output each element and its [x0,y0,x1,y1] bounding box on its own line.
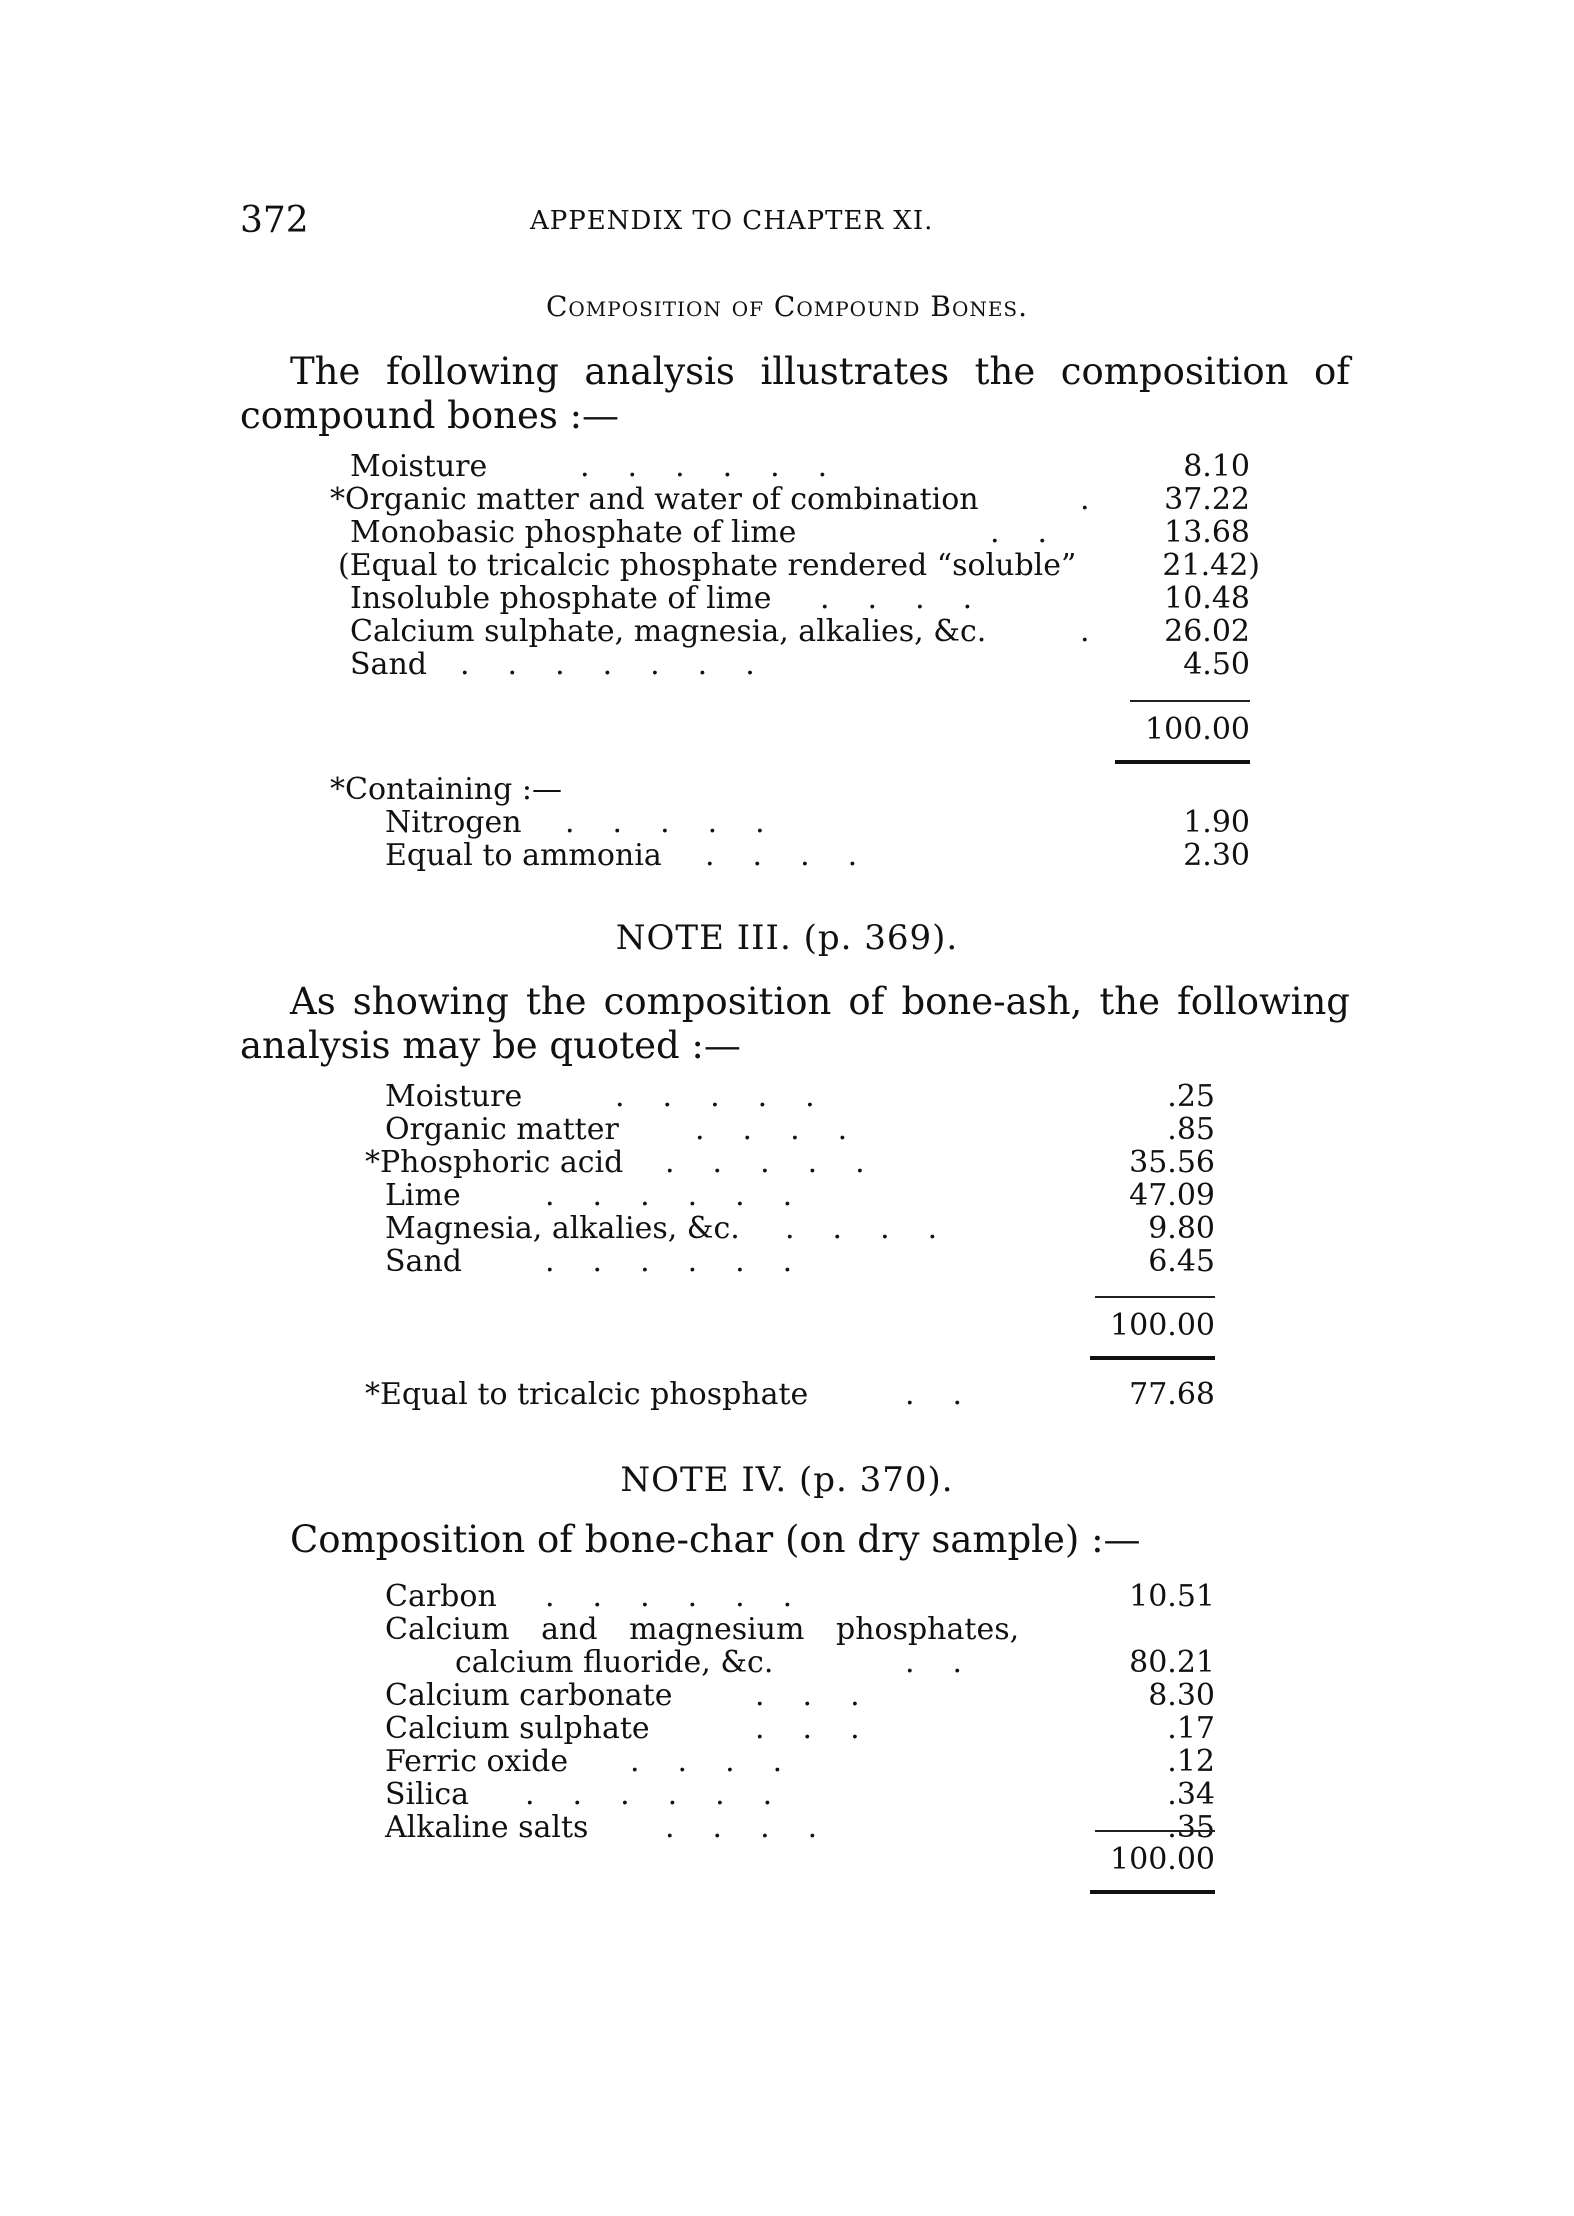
table-row: Calcium sulphate ... .17 [385,1711,1215,1746]
table-row: Moisture ..... .25 [385,1079,1215,1114]
table-row: Nitrogen ..... 1.90 [385,805,1250,840]
table-row: Insoluble phosphate of lime .... 10.48 [350,581,1250,616]
table-row: Carbon ...... 10.51 [385,1579,1215,1614]
bone-ash-table [365,1080,1215,1278]
rule [1090,1890,1215,1894]
rule [1095,1830,1215,1832]
table-row: Organic matter .... .85 [385,1112,1215,1147]
note3-intro: As showing the composition of bone-ash, the following analysis may be quoted :— [240,980,1350,1067]
rule [1090,1356,1215,1360]
note3-total: 100.00 [1110,1308,1215,1343]
page-number: 372 [240,200,309,241]
table-row: *Equal to tricalcic phosphate .. 77.68 [365,1377,1215,1412]
rule [1130,700,1250,702]
table-row: (Equal to tricalcic phosphate rendered “soluble” 21.42) [338,548,1260,583]
table-row: Sand ...... 6.45 [385,1244,1215,1279]
compound-bones-table [330,449,1260,682]
note-4-title: NOTE IV. (p. 370). [620,1460,954,1500]
table-row: Calcium sulphate, magnesia, alkalies, &c. . 26.02 [350,614,1250,649]
note4-total: 100.00 [1110,1842,1215,1877]
table-row: Magnesia, alkalies, &c. .... 9.80 [385,1211,1215,1246]
section-title-compound-bones: Composition of Compound Bones. [545,290,1029,323]
bone-char-table [385,1580,1215,1844]
table-row: Moisture ...... 8.10 [350,449,1250,484]
table-row: Lime ...... 47.09 [385,1178,1215,1213]
note4-intro: Composition of bone-char (on dry sample) :— [290,1518,1141,1561]
table-row: Alkaline salts .... .35 [385,1810,1215,1845]
table-row: Equal to ammonia .... 2.30 [385,838,1250,873]
table-row: Ferric oxide .... .12 [385,1744,1215,1779]
tricalcic-footnote [365,1378,1215,1411]
section1-total: 100.00 [1145,712,1250,747]
rule [1095,1296,1215,1298]
containing-table [385,806,1250,872]
running-head: APPENDIX TO CHAPTER XI. [530,206,934,236]
table-row: Calcium and magnesium phosphates, calcium fluoride, &c. .. 80.21 [385,1612,1215,1680]
table-row: *Organic matter and water of combination . 37.22 [330,482,1250,517]
rule [1115,760,1250,764]
page-header [240,200,1140,250]
note-3-title: NOTE III. (p. 369). [615,918,959,958]
table-row: Calcium carbonate ... 8.30 [385,1678,1215,1713]
section1-intro: The following analysis illustrates the composition of compound bones :— [240,350,1350,437]
section1-footnote-head: *Containing :— [330,772,562,807]
table-row: Sand ....... 4.50 [350,647,1250,682]
table-row: *Phosphoric acid ..... 35.56 [365,1145,1215,1180]
table-row: Silica ...... .34 [385,1777,1215,1812]
table-row: Monobasic phosphate of lime .. 13.68 [350,515,1250,550]
